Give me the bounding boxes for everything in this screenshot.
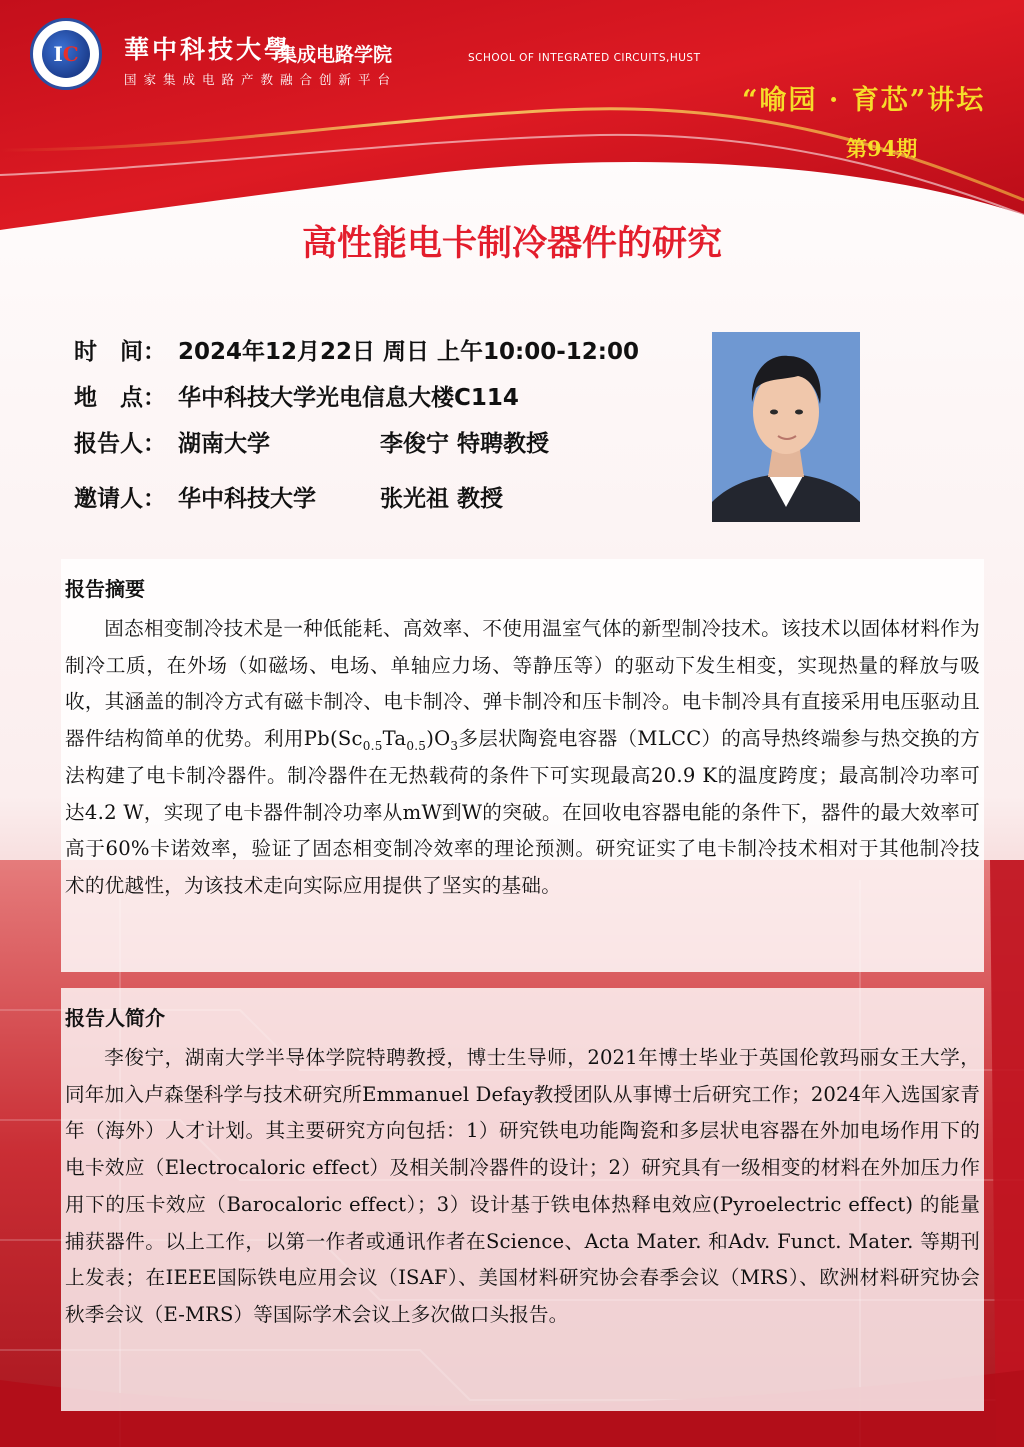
talk-title: 高性能电卡制冷器件的研究 [301,224,722,264]
abstract-heading: 报告摘要 [65,577,145,601]
bio-text: 李俊宁，湖南大学半导体学院特聘教授，博士生导师，2021年博士毕业于英国伦敦玛丽女王大学，同年加入卢森堡科学与技术研究所Emmanuel Defay教授团队从事博士后研究工作；2024年入选国家青年（海外）人才计划。其主要研究方向包括：1）研究铁电功能陶瓷和多层状电容器在外加电场作用下的电卡效应（Electrocaloric effect）及相关制冷器件的设计；2）研究具有一级相变的材料在外加压力作用下的压卡效应（Barocaloric effect）；3）设计基于铁电体热释电效应(Pyroelectric effect) 的能量捕获器件。以上工作，以第一作者或通讯作者在Science、Acta Mater. 和Adv. Funct. Mater. 等期刊上发表；在IEEE国际铁电应用会议（ISAF）、美国材料研究协会春季会议（MRS）、欧洲材料研究协会秋季会议（E-MRS）等国际学术会议上多次做口头报告。 [65,1046,980,1326]
school-name-english: SCHOOL OF INTEGRATED CIRCUITS,HUST [468,52,701,64]
abstract-text: 固态相变制冷技术是一种低能耗、高效率、不使用温室气体的新型制冷技术。该技术以固体材料作为制冷工质，在外场（如磁场、电场、单轴应力场、等静压等）的驱动下发生相变，实现热量的释放与吸收，其涵盖的制冷方式有磁卡制冷、电卡制冷、弹卡制冷和压卡制冷。电卡制冷具有直接采用电压驱动且器件结构简单的优势。利用$Pb(Sc_{0.5}Ta_{0.5})O_3$多层状陶瓷电容器（MLCC）的高导热终端参与热交换的方法构建了电卡制冷器件。制冷器件在无热载荷的条件下可实现最高20.9 K的温度跨度；最高制冷功率可达4.2 W，实现了电卡器件制冷功率从mW到W的突破。在回收电容器电能的条件下，器件的最大效率可高于60%卡诺效率，验证了固态相变制冷效率的理论预测。研究证实了电卡制冷技术相对于其他制冷技术的优越性，为该技术走向实际应用提供了坚实的基础。 [65,617,980,897]
abstract-panel [61,559,984,972]
place-value: 华中科技大学光电信息大楼C114 [178,385,519,411]
speaker-org: 湖南大学 [178,431,270,457]
bio-heading: 报告人简介 [65,1006,165,1030]
speaker-name: 李俊宁 特聘教授 [380,431,550,457]
inviter-label: 邀请人： [74,486,166,512]
inviter-org: 华中科技大学 [178,486,316,512]
info-speaker [74,425,549,458]
ic-logo-icon: I C [42,30,90,78]
bio-panel [61,988,984,1411]
time-label: 时 间： [74,339,166,365]
info-inviter [74,480,503,513]
place-label: 地 点： [74,385,166,411]
speaker-portrait-icon [712,332,860,522]
university-name: 華中科技大學 [124,35,293,64]
hust-logo [30,18,102,90]
inviter-name: 张光祖 教授 [380,486,504,512]
speaker-label: 报告人： [74,431,166,457]
school-name: 集成电路学院 [278,44,393,66]
speaker-photo [712,332,860,522]
platform-name: 国家集成电路产教融合创新平台 [124,72,398,87]
time-value: 2024年12月22日 周日 上午10:00-12:00 [178,339,640,365]
info-place [74,379,519,412]
info-time [74,333,639,366]
issue-number: 第94期 [846,136,918,161]
forum-name: “喻园 · 育芯”讲坛 [742,85,986,116]
